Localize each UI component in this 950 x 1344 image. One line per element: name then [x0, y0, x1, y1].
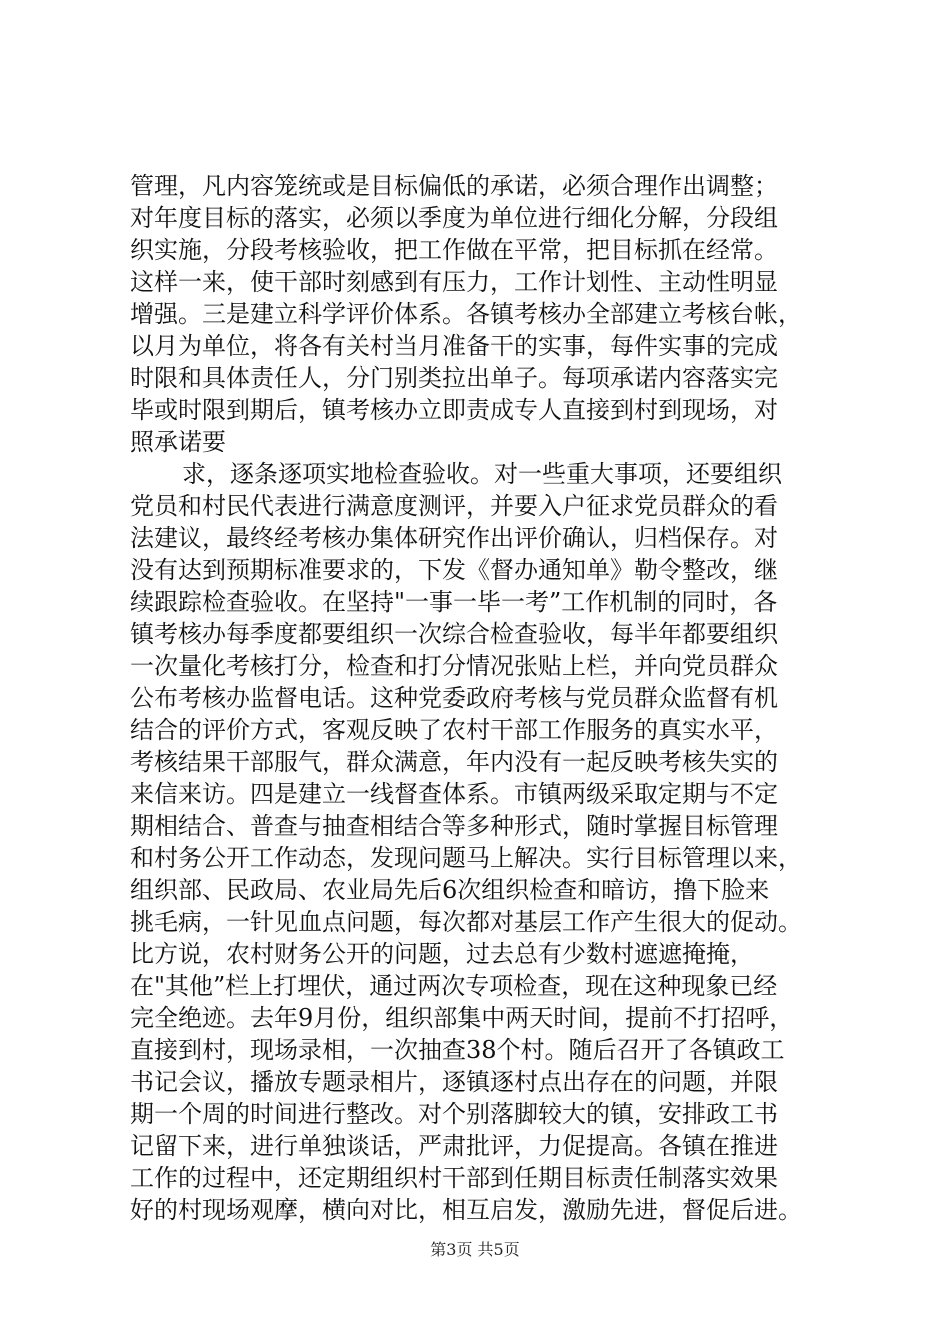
text-line: 工作的过程中，还定期组织村干部到任期目标责任制落实效果: [130, 1164, 778, 1192]
text-line: 期一个周的时间进行整改。对个别落脚较大的镇，安排政工书: [130, 1100, 778, 1128]
text-line: 法建议，最终经考核办集体研究作出评价确认，归档保存。对: [130, 524, 778, 552]
text-line: 镇考核办每季度都要组织一次综合检查验收，每半年都要组织: [130, 620, 778, 648]
text-line: 完全绝迹。去年9月份，组织部集中两天时间，提前不打招呼，: [130, 1004, 794, 1032]
text-line: 来信来访。四是建立一线督查体系。市镇两级采取定期与不定: [130, 780, 778, 808]
text-line: 直接到村，现场录相，一次抽查38个村。随后召开了各镇政工: [130, 1036, 785, 1064]
text-line: 照承诺要: [130, 428, 226, 456]
text-line: 织实施，分段考核验收，把工作做在平常，把目标抓在经常。: [130, 236, 778, 264]
text-line: 书记会议，播放专题录相片，逐镇逐村点出存在的问题，并限: [130, 1068, 778, 1096]
text-line: 记留下来，进行单独谈话，严肃批评，力促提高。各镇在推进: [130, 1132, 778, 1160]
text-line: 结合的评价方式，客观反映了农村干部工作服务的真实水平，: [130, 716, 778, 744]
text-line: 在"其他”栏上打埋伏，通过两次专项检查，现在这种现象已经: [130, 972, 778, 1000]
body-text: [130, 170, 860, 1226]
text-line: 管理，凡内容笼统或是目标偏低的承诺，必须合理作出调整；: [130, 172, 778, 200]
text-line: 比方说，农村财务公开的问题，过去总有少数村遮遮掩掩，: [130, 940, 754, 968]
page-number-footer: 第3页 共5页: [430, 1240, 520, 1259]
text-line: 公布考核办监督电话。这种党委政府考核与党员群众监督有机: [130, 684, 778, 712]
text-line: 续跟踪检查验收。在坚持"一事一毕一考”工作机制的同时，各: [130, 588, 778, 616]
text-line: 以月为单位，将各有关村当月准备干的实事，每件实事的完成: [130, 332, 778, 360]
text-line: 时限和具体责任人，分门别类拉出单子。每项承诺内容落实完: [130, 364, 778, 392]
text-line: 增强。三是建立科学评价体系。各镇考核办全部建立考核台帐，: [130, 300, 802, 328]
text-line: 挑毛病，一针见血点问题，每次都对基层工作产生很大的促动。: [130, 908, 802, 936]
text-line: 组织部、民政局、农业局先后6次组织检查和暗访，撸下脸来: [130, 876, 770, 904]
text-line: 考核结果干部服气，群众满意，年内没有一起反映考核失实的: [130, 748, 778, 776]
text-line: 一次量化考核打分，检查和打分情况张贴上栏，并向党员群众: [130, 652, 778, 680]
text-line: 期相结合、普查与抽查相结合等多种形式，随时掌握目标管理: [130, 812, 778, 840]
text-line: 和村务公开工作动态，发现问题马上解决。实行目标管理以来，: [130, 844, 802, 872]
text-line: 好的村现场观摩，横向对比，相互启发，激励先进，督促后进。: [130, 1196, 802, 1224]
text-line: 毕或时限到期后，镇考核办立即责成专人直接到村到现场，对: [130, 396, 778, 424]
text-line: 这样一来，使干部时刻感到有压力，工作计划性、主动性明显: [130, 268, 778, 296]
text-line: 没有达到预期标准要求的，下发《督办通知单》勒令整改，继: [130, 556, 778, 584]
paragraph-start-line: 求，逐条逐项实地检查验收。对一些重大事项，还要组织: [182, 460, 782, 488]
text-line: 对年度目标的落实，必须以季度为单位进行细化分解，分段组: [130, 204, 778, 232]
text-line: 党员和村民代表进行满意度测评，并要入户征求党员群众的看: [130, 492, 778, 520]
